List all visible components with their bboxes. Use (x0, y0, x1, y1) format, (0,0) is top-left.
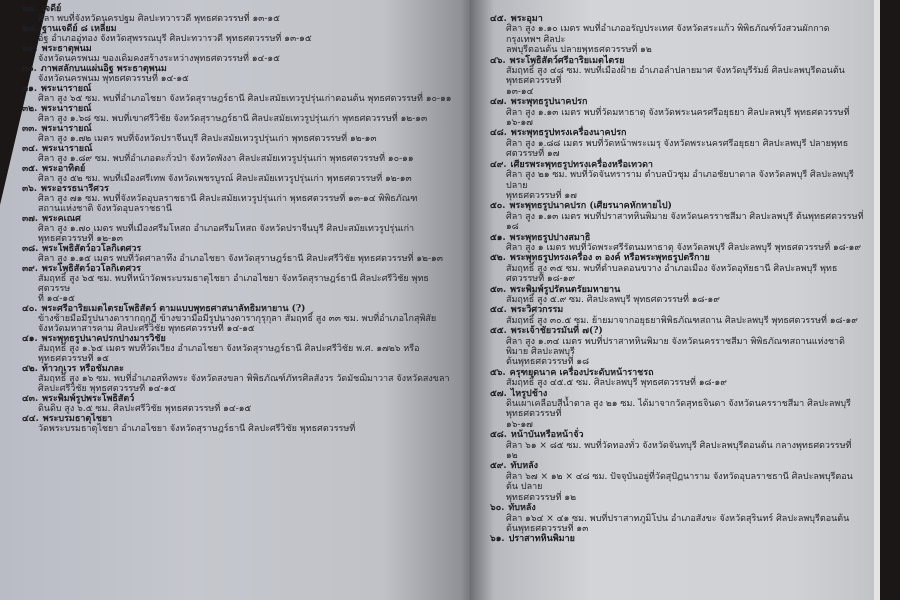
entry-number: ๕๒. (490, 253, 506, 264)
entry-title-text: พระบรมธาตุไชยา (42, 414, 113, 424)
entry-description: ศิลา สูง ๑.๘๙ ซม. พบที่อำเภอตะกั่วป่า จังหวัดพังงา ศิลปะสมัยเทวรูปรุ่นเก่า พุทธศตวรรษที่ ๑๐-๑๑ (38, 154, 414, 164)
entry-number: ๓๒. (22, 104, 38, 114)
entry-number: ๔๐. (22, 304, 38, 314)
entry-title (490, 534, 864, 544)
entry-title-text: พระนารายณ์ (41, 124, 92, 134)
entry-title-text: ปราสาทหินพิมาย (508, 534, 575, 545)
entry-description: สัมฤทธิ์ สูง ๑.๖๕ เมตร พบที่วัดเวียง อำเภอไชยา จังหวัดสุราษฎร์ธานี ศิลปะศรีวิชัย พ.ศ. ๑๗๒๖ หรือ (38, 344, 420, 354)
entry-description: ๑๖-๑๗ (506, 419, 533, 430)
entry-description: สถานแห่งชาติ จังหวัดอุบลราชธานี (38, 204, 172, 214)
entry-title (490, 430, 864, 440)
entry-number: ๒๘. (22, 24, 39, 34)
entry-title-text: พระนารายณ์ (42, 144, 93, 154)
entry-description: สัมฤทธิ์ สูง ๔๕.๕ ซม. ศิลปะลพบุรี พุทธศตวรรษที่ ๑๘-๑๙ (506, 378, 727, 389)
entry-title-text: พระพุทธรูปนาคปรก (เศียรนาคหักหายไป) (509, 201, 672, 212)
entry-title-text: พระพุทธรูปปางสมาธิ (509, 232, 591, 243)
entry-number: ๕๘. (490, 430, 507, 441)
entry-title-text: พระธาตุพนม (41, 44, 92, 54)
entry-title-text: ไหรูปช้าง (510, 388, 548, 399)
entry-description: ศิลา พบที่จังหวัดนครปฐม ศิลปะทวารวดี พุทธศตวรรษที่ ๑๓-๑๕ (38, 14, 280, 24)
entry-title (490, 14, 864, 24)
entry-description: สัมฤทธิ์ สูง ๓๕ ซม. พบที่ตำบลดอนขวาง อำเภอเมือง จังหวัดอุทัยธานี ศิลปะลพบุรี พุทธศตวรรษที่ ๑๘-๑๙ (506, 263, 838, 285)
entry-number: ๕๖. (490, 367, 506, 378)
entry-title-text: พระอรรธนารีศวร (41, 184, 109, 194)
entry-title (490, 128, 864, 138)
left-page-text (22, 4, 460, 434)
entry-number: ๕๐. (490, 201, 506, 212)
entry-title-text: พระโพธิสัตว์อวโลกิเตศวร (41, 264, 141, 274)
entry-number: ๓๕. (22, 164, 39, 174)
entry-description: ศิลา สูง ๑.๑๕ เมตร พบที่วัดศาลาทึง อำเภอไชยา จังหวัดสุราษฎร์ธานี ศิลปะศรีวิชัย พุทธศตวรรษที่ ๑๒-๑๓ (38, 254, 443, 264)
entry-description: สัมฤทธิ์ สูง ๕.๙ ซม. ศิลปะลพบุรี พุทธศตวรรษที่ ๑๘-๑๙ (506, 294, 720, 305)
entry-number: ๔๖. (490, 55, 506, 66)
entry-description: ศิลา สูง ๑.๑๓ เมตร พบที่ปราสาทหินพิมาย จังหวัดนครราชสีมา ศิลปะลพบุรี ต้นพุทธศตวรรษที่ ๑๘ (506, 211, 864, 233)
entry-title-text: พระอาทิตย์ (42, 164, 86, 174)
entry-title (490, 285, 864, 295)
entry-description: ศิลา สูง ๖๕ ซม. พบที่อำเภอไชยา จังหวัดสุราษฎร์ธานี ศิลปะสมัยเทวรูปรุ่นเก่าตอนต้น พุทธศตวรรษที่ ๑๐-๑๑ (38, 94, 452, 104)
entry-number: ๓๑. (22, 84, 37, 94)
entry-description: ศิลา สูง ๑.๗๒ เมตร พบที่จังหวัดปราจีนบุรี ศิลปะสมัยเทวรูปรุ่นเก่า พุทธศตวรรษที่ ๑๒-๑๓ (38, 134, 377, 144)
entry-title (490, 461, 864, 471)
entry-title (490, 389, 864, 399)
entry-number: ๖๑. (490, 534, 505, 545)
entry-description: สัมฤทธิ์ สูง ๔๘ ซม. พบที่เมืองฝ้าย อำเภอลำปลายมาศ จังหวัดบุรีรัมย์ ศิลปะลพบุรีตอนต้น พุทธศตวรรษที่ (506, 66, 845, 87)
entry-title (22, 104, 460, 114)
entry-number: ๓๔. (22, 144, 39, 154)
entry-number: ๕๔. (490, 305, 507, 316)
entry-number: ๒๙. (22, 44, 38, 54)
entry-title-text: พระคเณศ (42, 214, 81, 224)
entry-description: ศิลา สูง ๑.๑๐ เมตร พบที่อำเภออรัญประเทศ จังหวัดสระแก้ว พิพิธภัณฑ์วังสวนผักกาด กรุงเทพฯ ศิลปะ (506, 24, 830, 45)
entry-number: ๕๕. (490, 326, 507, 337)
entry-number: ๒๗. (22, 4, 38, 14)
entry-title (490, 97, 864, 107)
entry-description: จังหวัดนครพนม ของเดิมคงสร้างระหว่างพุทธศตวรรษที่ ๑๔-๑๕ (38, 54, 280, 64)
entry-number: ๓๘. (22, 244, 39, 254)
entry-title-text: ฐานเจดีย์ ๘ เหลี่ยม (42, 24, 117, 34)
entry-description: ศิลปะศรีวิชัย พุทธศตวรรษที่ ๑๔-๑๕ (38, 384, 177, 394)
entry-title (490, 326, 864, 336)
entry-title-text: พระนารายณ์ (41, 104, 92, 114)
entry-description: ศิลา สูง ๑.๖๘ ซม. พบที่เขาศรีวิชัย จังหวัดสุราษฎร์ธานี ศิลปะสมัยเทวรูปรุ่นเก่า พุทธศตวรรษที่ ๑๒-๑๓ (38, 114, 428, 124)
entry-title (22, 214, 460, 224)
entry-title (22, 144, 460, 154)
entry-number: ๕๗. (490, 388, 507, 399)
entry-description: พุทธศตวรรษที่ ๑๕ (38, 354, 109, 364)
entry-description: ศิลา สูง ๑.๑๓ เมตร พบที่วัดมหาธาตุ จังหวัดพระนครศรีอยุธยา ศิลปะลพบุรี พุทธศตวรรษที่ ๑๖-๑๗ (506, 107, 850, 129)
entry-number: ๓๐. (22, 64, 37, 74)
entry-description: ศิลา สูง ๑ เมตร พบที่วัดพระศรีรัตนมหาธาตุ จังหวัดลพบุรี ศิลปะลพบุรี พุทธศตวรรษที่ ๑๘-๑๙ (506, 242, 861, 253)
entry-title (22, 164, 460, 174)
entry-title-text: พระวิศวกรรม (510, 305, 564, 316)
entry-description: ศิลา ๖๑ × ๘๕ ซม. พบที่วัดทองทั่ว จังหวัดจันทบุรี ศิลปะลพบุรีตอนต้น กลางพุทธศตวรรษที่ ๑๒ (506, 440, 852, 462)
entry-title-text: พระพุทธรูปนาคปรก (510, 97, 588, 108)
entry-number: ๓๙. (22, 264, 38, 274)
entry-title (22, 124, 460, 134)
entry-title-text: พระศรีอาริยเมตไตรยโพธิสัตว์ ตามแบบพุทธศาสนาลัทธิมหายาน (?) (41, 304, 306, 314)
entry-title (22, 334, 460, 344)
entry-title (490, 160, 864, 170)
entry-description: สัมฤทธิ์ สูง ๖๕ ซม. พบที่หน้าวัดพระบรมธาตุไชยา อำเภอไชยา จังหวัดสุราษฎร์ธานี ศิลปะศรีวิชัย พุทธศตวรรษ (38, 274, 429, 294)
entry-number: ๕๑. (490, 232, 506, 243)
entry-title (490, 305, 864, 315)
entry-number: ๓๗. (22, 214, 39, 224)
entry-description: ศิลา สูง ๑.๓๔ เมตร พบที่ปราสาทหินพิมาย จังหวัดนครราชสีมา พิพิธภัณฑสถานแห่งชาติ พิมาย ศิลปะลพบุรี (506, 336, 845, 357)
entry-number: ๕๓. (490, 284, 507, 295)
entry-number: ๔๗. (490, 97, 507, 108)
entry-title (22, 264, 460, 274)
entry-title (22, 4, 460, 14)
entry-description: จังหวัดนครพนม พุทธศตวรรษที่ ๑๔-๑๕ (38, 74, 189, 84)
entry-description: ศิลา สูง ๑.๘๘ เมตร พบที่วัดหน้าพระเมรุ จังหวัดพระนครศรีอยุธยา ศิลปะลพบุรี ปลายพุทธศตวรรษที่ ๑๗ (506, 138, 849, 160)
entry-title (490, 253, 864, 263)
entry-description: ข้างซ้ายมือมีรูปนางดารากฤกุฏี ข้างขวามือมีรูปนางดารากุรุกุลา สัมฤทธิ์ สูง ๓๓ ซม. พบที่อำเภอไกสุพิสัย (38, 314, 437, 324)
entry-title-text: พระพุทธรูปทรงเครื่อง ๓ องค์ หรือพระพุทธรูปตรีกาย (509, 253, 710, 264)
entry-title (22, 414, 460, 424)
entry-title (22, 24, 460, 34)
entry-title (22, 184, 460, 194)
entry-description: สัมฤทธิ์ สูง ๑๖ ซม. พบที่อำเภอสทิงพระ จังหวัดสงขลา พิพิธภัณฑ์ภัทรศิลสังวร วัดมัชฌิมาวาส จังหวัดสงขลา (38, 374, 450, 384)
entry-title (490, 368, 864, 378)
entry-number: ๔๒. (22, 364, 38, 374)
entry-description: วัดพระบรมธาตุไชยา อำเภอไชยา จังหวัดสุราษฎร์ธานี ศิลปะศรีวิชัย พุทธศตวรรษที่ (38, 424, 356, 434)
entry-description: ที่ ๑๔-๑๕ (38, 294, 75, 304)
entry-title (490, 56, 864, 66)
entry-description: ศิลา สูง ๒๑ ซม. พบที่วัดจันทราราม ตำบลบัวชุม อำเภอชัยบาดาล จังหวัดลพบุรี ศิลปะลพบุรี ปลาย (506, 170, 854, 191)
entry-description: ศิลา สูง ๗๑ ซม. พบที่จังหวัดอุบลราชธานี ศิลปะสมัยเทวรูปรุ่นเก่า พุทธศตวรรษที่ ๑๓-๑๔ พิพิธภัณฑ (38, 194, 418, 204)
entry-title (490, 201, 864, 211)
entry-title-text: พระอุมา (510, 14, 543, 24)
entry-title (490, 233, 864, 243)
entry-number: ๔๙. (490, 159, 507, 170)
entry-title-text: พระโพธิสัตว์อวโลกิเตศวร (42, 244, 142, 254)
entry-description: ศิลา ๑๖๔ × ๔๑ ซม. พบที่ปราสาทภูมิโปน อำเภอสังขะ จังหวัดสุรินทร์ ศิลปะลพบุรีตอนต้น ต้นพุทธศตวรรษที่ ๑๓ (506, 513, 850, 534)
entry-title-text: พระพิมพ์รูปพระโพธิสัตว์ (42, 394, 135, 404)
entry-title-text: ทับหลัง (510, 461, 539, 472)
entry-title-text: ครุฑยุดนาค เครื่องประดับหน้าราชรถ (509, 367, 654, 378)
entry-title-text: พระนารายณ์ (41, 84, 92, 94)
entry-number: ๔๘. (490, 128, 507, 139)
entry-title (22, 84, 460, 94)
entry-title (22, 244, 460, 254)
entry-number: ๔๓. (22, 394, 39, 404)
entry-description: ศิลา สูง ๕๒ ซม. พบที่เมืองศรีเทพ จังหวัดเพชรบูรณ์ ศิลปะสมัยเทวรูปรุ่นเก่า พุทธศตวรรษที่ ๑๒-๑๓ (38, 174, 412, 184)
entry-description: อิฐ อำเภออู่ทอง จังหวัดสุพรรณบุรี ศิลปะทวารวดี พุทธศตวรรษที่ ๑๓-๑๕ (38, 34, 312, 44)
entry-title-text: หน้าบันหรือหน้าจั่ว (510, 430, 584, 441)
entry-description: พุทธศตวรรษที่ ๑๗ (506, 190, 577, 201)
entry-title-text: ทับหลัง (508, 503, 536, 514)
entry-number: ๔๔. (22, 414, 39, 424)
entry-description: ๑๓-๑๔ (506, 86, 534, 97)
entry-number: ๕๙. (490, 461, 507, 472)
entry-title-text: พระโพธิสัตว์ศรีอาริยเมตไตรย (509, 55, 625, 66)
entry-description: พุทธศตวรรษที่ ๑๒ (506, 492, 577, 503)
entry-description: สัมฤทธิ์ สูง ๓๐.๕ ซม. ย้ายมาจากอยุธยาพิพิธภัณฑสถาน ศิลปะลพบุรี พุทธศตวรรษที่ ๑๘-๑๙ (506, 315, 858, 326)
entry-description: ลพบุรีตอนต้น ปลายพุทธศตวรรษที่ ๑๒ (506, 45, 652, 56)
entry-description: ดินดิบ สูง ๖.๕ ซม. ศิลปะศรีวิชัย พุทธศตวรรษที่ ๑๔-๑๕ (38, 404, 252, 414)
entry-description: จังหวัดมหาสารคาม ศิลปะศรีวิชัย พุทธศตวรรษที่ ๑๔-๑๕ (38, 324, 255, 334)
entry-description: ศิลา สูง ๑.๗๐ เมตร พบที่เมืองศรีมโหสถ อำเภอศรีมโหสถ จังหวัดปราจีนบุรี ศิลปะสมัยเทวรูปรุ่นเก่า (38, 224, 415, 234)
entry-description: ดินเผาเคลือบสีน้ำตาล สูง ๒๑ ซม. ได้มาจากวัดสุทธจินดา จังหวัดนครราชสีมา ศิลปะลพบุรี พุทธศตวรรษที่ (506, 399, 851, 420)
entry-title-text: เศียรพระพุทธรูปทรงเครื่องหรือเทวดา (510, 159, 653, 170)
entry-number: ๔๑. (22, 334, 38, 344)
entry-title-text: เจดีย์ (41, 4, 62, 14)
entry-description: ศิลา ๖๗ × ๑๒ × ๔๘ ซม. ปัจจุบันอยู่ที่วัดสุปัฏนาราม จังหวัดอุบลราชธานี ศิลปะลพบุรีตอนต้น ปลาย (506, 471, 853, 493)
entry-title (22, 44, 460, 54)
entry-title-text: ท้าวกุเวร หรือชัมภละ (41, 364, 124, 374)
entry-title-text: พระพุทธรูปนาคปรกปางมารวิชัย (41, 334, 166, 344)
entry-number: ๓๓. (22, 124, 38, 134)
entry-number: ๓๖. (22, 184, 37, 194)
page-edge (874, 0, 880, 600)
entry-title-text: พระเจ้าชัยวรมันที่ ๗(?) (510, 326, 603, 337)
entry-title-text: พระพิมพ์รูปรัตนตรัยมหายาน (510, 284, 621, 295)
entry-title (22, 394, 460, 404)
entry-title-text: ภาพสลักบนแผ่นอิฐ พระธาตุพนม (40, 64, 167, 74)
entry-number: ๖๐. (490, 503, 505, 514)
entry-description: พุทธศตวรรษที่ ๑๒-๑๓ (38, 234, 123, 244)
entry-title (22, 304, 460, 314)
entry-title (22, 364, 460, 374)
right-page-text (490, 14, 864, 545)
entry-title-text: พระพุทธรูปทรงเครื่องนาคปรก (510, 128, 627, 139)
entry-title (490, 503, 864, 513)
entry-title (22, 64, 460, 74)
entry-number: ๔๕. (490, 14, 507, 24)
entry-description: ต้นพุทธศตวรรษที่ ๑๘ (506, 357, 590, 368)
